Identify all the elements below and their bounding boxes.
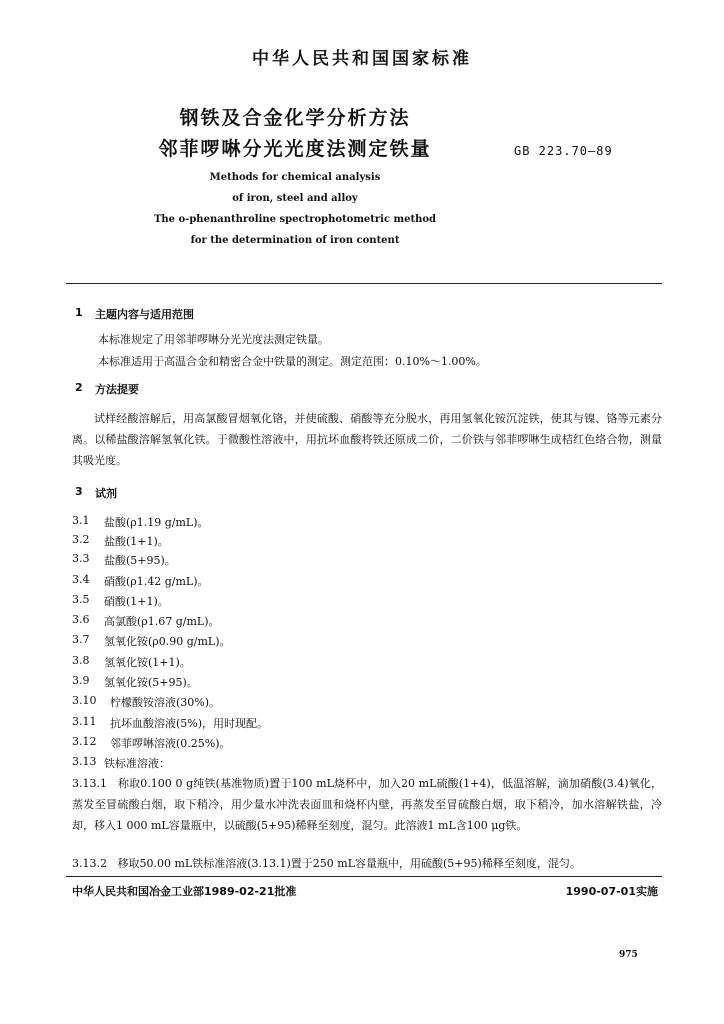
reagent-number: 3.9 (72, 674, 90, 687)
reagent-text: 盐酸(1+1)。 (104, 535, 169, 548)
reagent-number: 3.1 (72, 514, 90, 527)
reagent-text: 铁标准溶液： (104, 757, 170, 770)
reagent-text: 氢氧化铵(5+95)。 (104, 676, 198, 689)
reagent-number: 3.10 (72, 694, 97, 707)
reagent-number: 3.12 (72, 735, 97, 748)
top-divider (66, 283, 662, 284)
reagent-text: 氢氧化铵(ρ0.90 g/mL)。 (104, 635, 231, 648)
reagent-number: 3.5 (72, 593, 90, 606)
reagent-number: 3.13 (72, 755, 97, 768)
subsection-3-13-2 (72, 853, 662, 874)
standard-code: GB 223.70—89 (514, 144, 613, 158)
section-3-number: 3 (75, 485, 83, 498)
section-2-title: 方法提要 (95, 383, 139, 396)
section-2-text: 试样经酸溶解后，用高氯酸冒烟氧化铬，并使硫酸、硝酸等充分脱水，再用氢氧化铵沉淀铁，使其与镍、铬等元素分离。以稀盐酸溶解氢氧化铁。于微酸性溶液中，用抗坏血酸将铁还原成二价，二价铁与邻菲啰啉生成桔红色络合物，测量其吸光度。 (72, 412, 662, 467)
subsection-3-13-2-number: 3.13.2 (72, 857, 107, 870)
reagent-text: 柠檬酸铵溶液(30%)。 (110, 696, 221, 709)
reagent-text: 盐酸(5+95)。 (104, 554, 176, 567)
english-title-line: Methods for chemical analysis (209, 172, 381, 183)
english-title-line: of iron, steel and alloy (232, 193, 358, 204)
effective-date: 1990-07-01实施 (565, 885, 658, 898)
subsection-3-13-2-text: 移取50.00 mL铁标准溶液(3.13.1)置于250 mL容量瓶中，用硫酸(5+95)稀释至刻度，混匀。 (117, 857, 581, 870)
reagent-number: 3.7 (72, 633, 90, 646)
section-3-title: 试剂 (95, 487, 117, 500)
reagent-text: 邻菲啰啉溶液(0.25%)。 (110, 737, 231, 750)
english-title-line: for the determination of iron content (190, 235, 400, 246)
subsection-3-13-1 (72, 773, 662, 836)
reagent-number: 3.2 (72, 533, 90, 546)
subsection-3-13-1-number: 3.13.1 (72, 777, 107, 790)
reagent-number: 3.4 (72, 573, 90, 586)
reagent-number: 3.11 (72, 715, 97, 728)
reagent-text: 硝酸(ρ1.42 g/mL)。 (104, 575, 209, 588)
english-title-line: The o-phenanthroline spectrophotometric method (153, 214, 437, 225)
section-1-title: 主题内容与适用范围 (95, 308, 194, 321)
subsection-3-13-1-text: 称取0.100 0 g纯铁(基准物质)置于100 mL烧杯中，加入20 mL硫酸(1+4)，低温溶解，滴加硝酸(3.4)氧化，蒸发至冒硫酸白烟，取下稍冷，用少量水冲洗表面皿和烧杯内壁，再蒸发至冒硫酸白烟，取下稍冷，加水溶解铁盐，冷却，移入1 000 mL容量瓶中，以硫酸(5+95)稀释至刻度，混匀。此溶液1 mL含100 μg铁。 (72, 777, 662, 832)
section-1-para-1: 本标准规定了用邻菲啰啉分光光度法测定铁量。 (98, 333, 329, 346)
national-standard-header: 中华人民共和国国家标准 (252, 49, 472, 69)
reagent-text: 盐酸(ρ1.19 g/mL)。 (104, 516, 209, 529)
title-line-1: 钢铁及合金化学分析方法 (179, 107, 411, 129)
approval-note: 中华人民共和国冶金工业部1989-02-21批准 (72, 885, 297, 898)
reagent-text: 抗坏血酸溶液(5%)，用时现配。 (110, 717, 269, 730)
reagent-text: 硝酸(1+1)。 (104, 595, 169, 608)
reagent-text: 氢氧化铵(1+1)。 (104, 656, 191, 669)
page-number: 975 (619, 950, 638, 960)
title-line-2: 邻菲啰啉分光光度法测定铁量 (158, 138, 432, 160)
reagent-number: 3.3 (72, 552, 90, 565)
bottom-divider (66, 876, 662, 877)
reagent-number: 3.6 (72, 613, 90, 626)
section-1-number: 1 (75, 306, 83, 319)
section-1-para-2: 本标准适用于高温合金和精密合金中铁量的测定。测定范围：0.10%～1.00%。 (98, 355, 487, 368)
reagent-text: 高氯酸(ρ1.67 g/mL)。 (104, 615, 220, 628)
reagent-number: 3.8 (72, 654, 90, 667)
section-2-number: 2 (75, 381, 83, 394)
